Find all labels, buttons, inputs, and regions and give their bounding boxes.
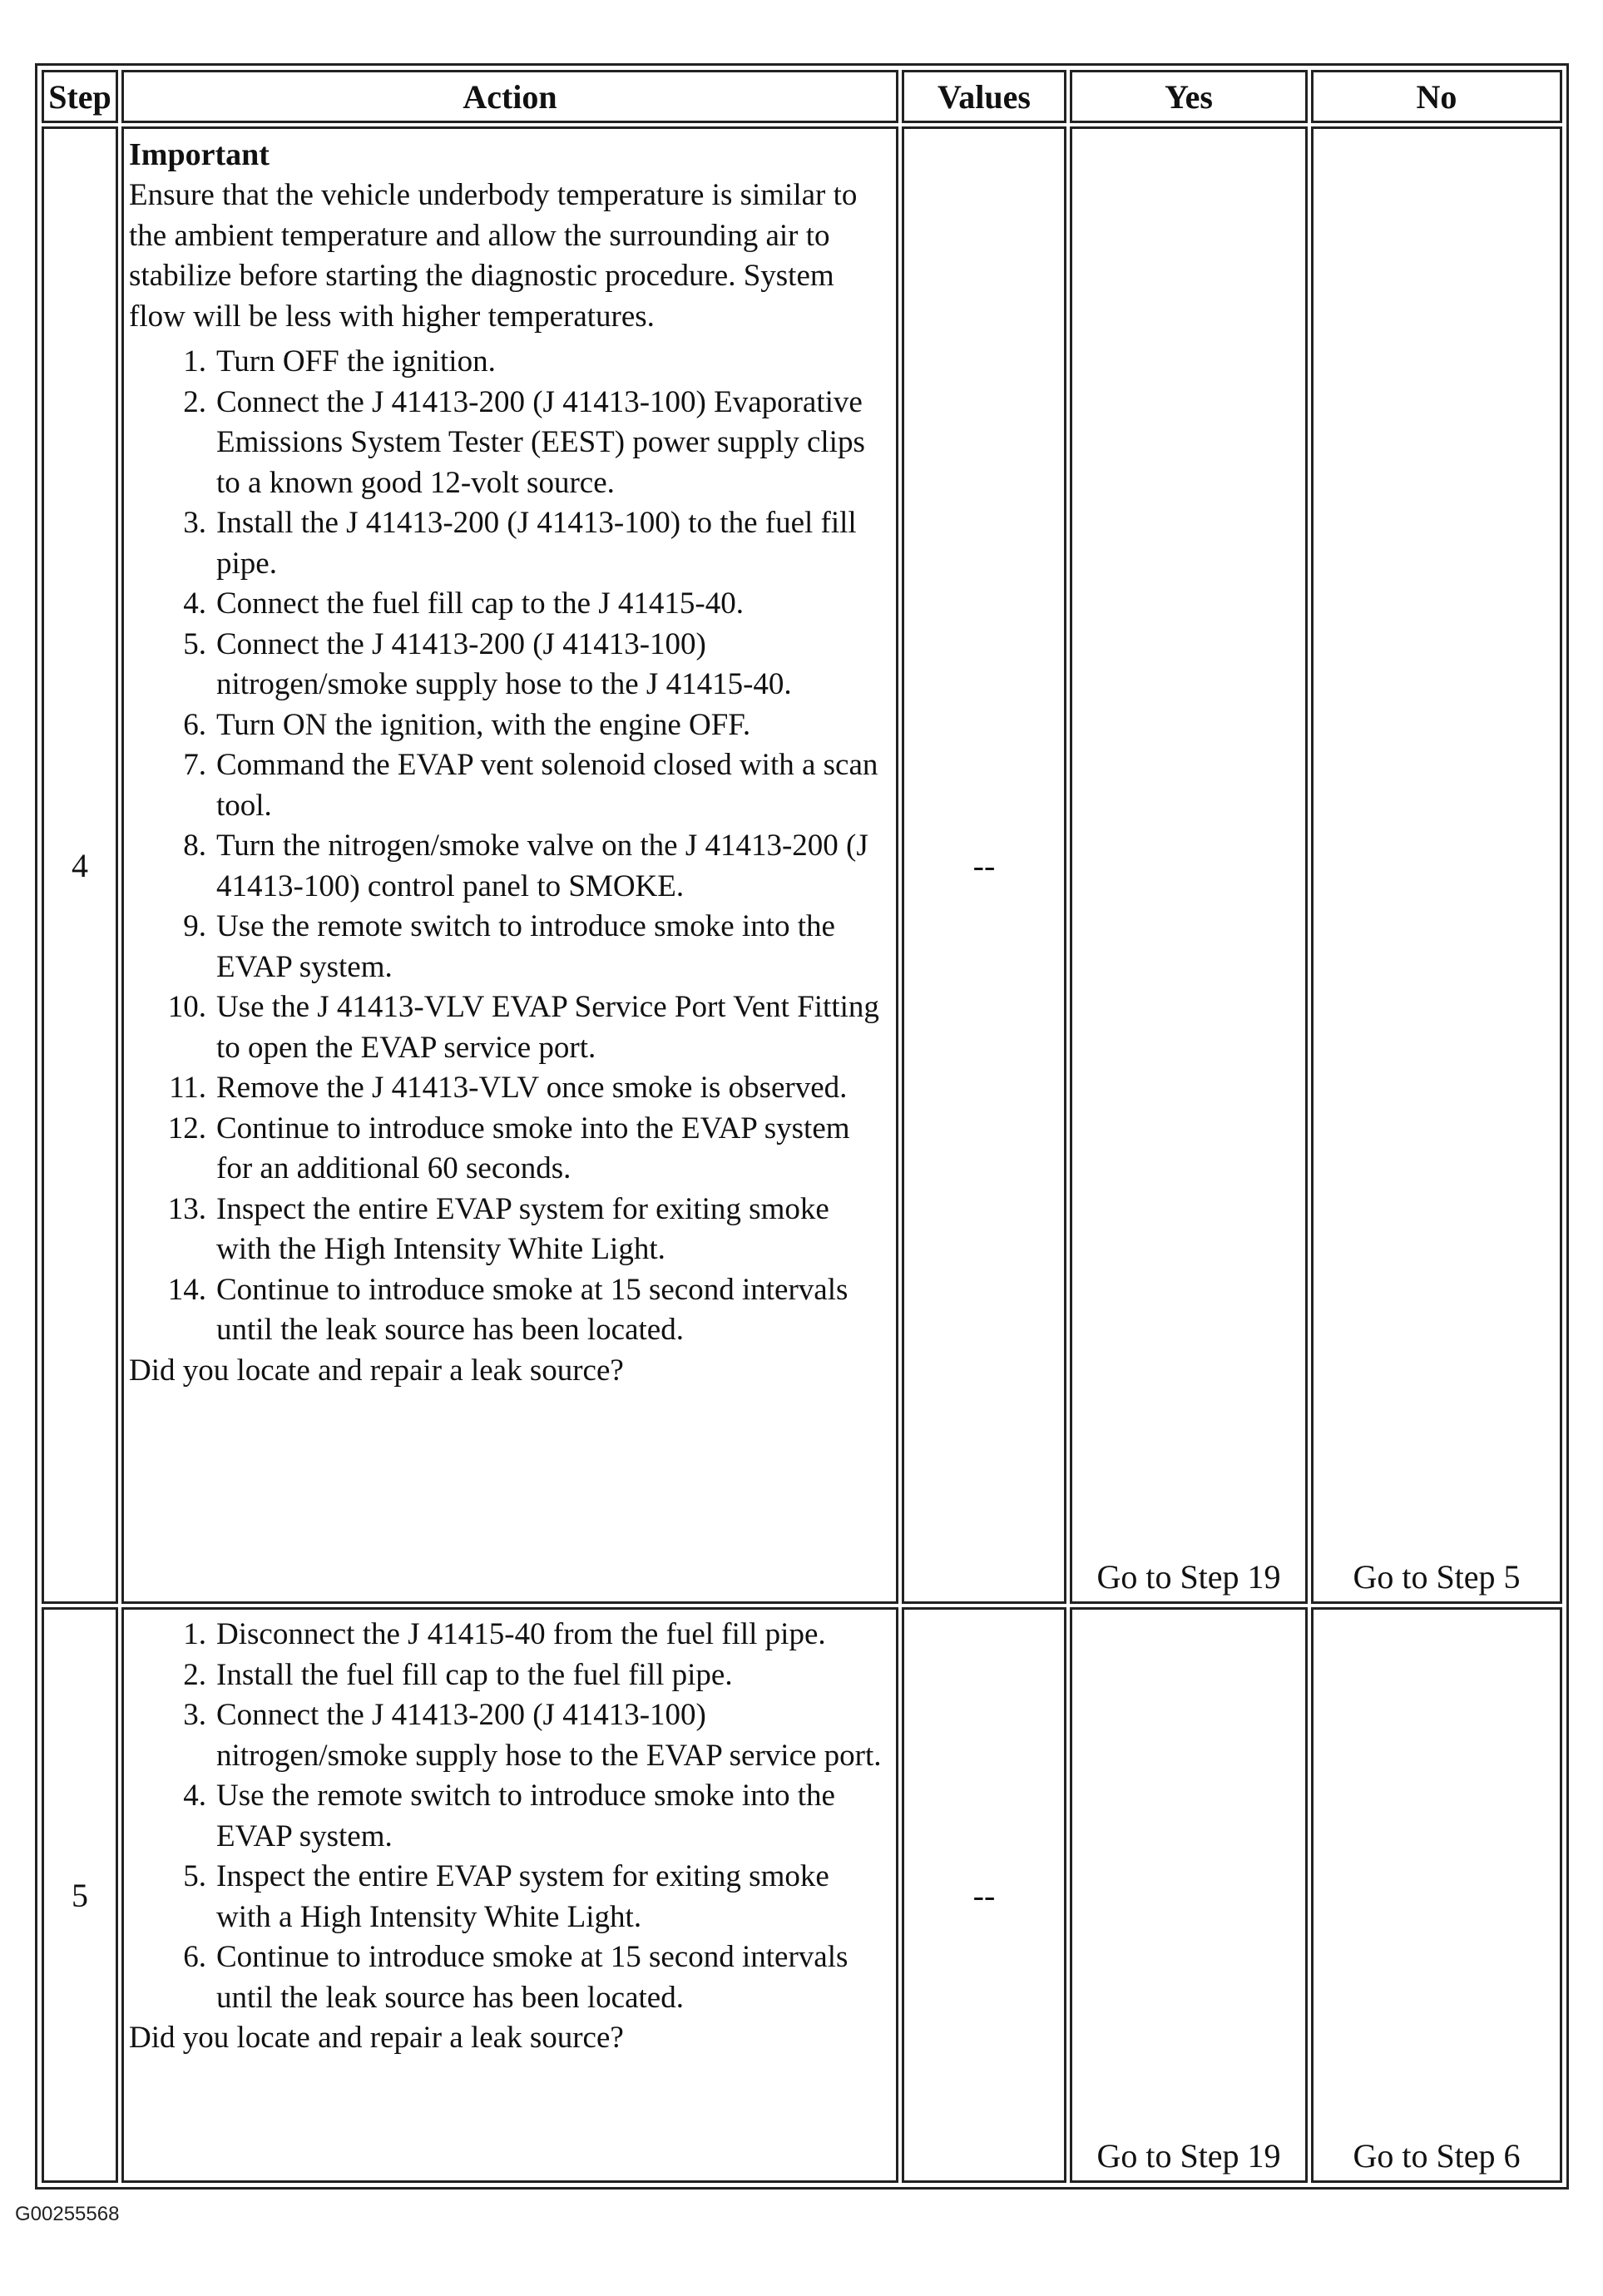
header-action: Action bbox=[121, 70, 898, 123]
procedure-item: 6. Continue to introduce smoke at 15 second intervals until the leak source has been located. bbox=[183, 1940, 849, 2015]
procedure-item: 1. Turn OFF the ignition. bbox=[183, 344, 496, 379]
procedure-item: 4. Use the remote switch to introduce smoke into the EVAP system. bbox=[183, 1779, 835, 1853]
step-5-procedure-list bbox=[129, 1615, 891, 2018]
procedure-item: 12. Continue to introduce smoke into the EVAP system for an additional 60 seconds. bbox=[167, 1111, 850, 1185]
procedure-item: 6. Turn ON the ignition, with the engine OFF. bbox=[183, 707, 751, 742]
header-values: Values bbox=[902, 70, 1066, 123]
procedure-item: 13. Inspect the entire EVAP system for exiting smoke with the High Intensity White Light. bbox=[167, 1191, 829, 1266]
procedure-item: 5. Connect the J 41413-200 (J 41413-100) nitrogen/smoke supply hose to the J 41415-40. bbox=[183, 626, 792, 701]
header-no: No bbox=[1311, 70, 1562, 123]
step-5-yes: Go to Step 19 bbox=[1070, 1607, 1308, 2183]
important-note: Ensure that the vehicle underbody temperature is similar to the ambient temperature and allow the surrounding air to stabilize before starting the diagnostic procedure. System flow will be less with higher temperatures. bbox=[129, 178, 858, 334]
step-5-question: Did you locate and repair a leak source? bbox=[129, 2021, 624, 2055]
header-yes: Yes bbox=[1070, 70, 1308, 123]
step-4-question: Did you locate and repair a leak source? bbox=[129, 1353, 624, 1388]
procedure-item: 5. Inspect the entire EVAP system for exiting smoke with a High Intensity White Light. bbox=[183, 1859, 829, 1934]
step-4-values: -- bbox=[902, 126, 1066, 1604]
step-4-no: Go to Step 5 bbox=[1311, 126, 1562, 1604]
procedure-item: 9. Use the remote switch to introduce smoke into the EVAP system. bbox=[183, 909, 835, 984]
procedure-item: 3. Install the J 41413-200 (J 41413-100) to the fuel fill pipe. bbox=[183, 506, 857, 581]
procedure-item: 8. Turn the nitrogen/smoke valve on the J 41413-200 (J 41413-100) control panel to SMOKE. bbox=[183, 829, 868, 903]
procedure-item: 3. Connect the J 41413-200 (J 41413-100) nitrogen/smoke supply hose to the EVAP service port. bbox=[183, 1698, 882, 1773]
procedure-item: 2. Install the fuel fill cap to the fuel fill pipe. bbox=[183, 1657, 733, 1692]
header-step: Step bbox=[42, 70, 118, 123]
step-5-action bbox=[121, 1607, 898, 2183]
step-5-number: 5 bbox=[42, 1607, 118, 2183]
step-5-values: -- bbox=[902, 1607, 1066, 2183]
procedure-item: 1. Disconnect the J 41415-40 from the fuel fill pipe. bbox=[183, 1617, 826, 1651]
figure-code: G00255568 bbox=[15, 2203, 120, 2225]
procedure-item: 7. Command the EVAP vent solenoid closed with a scan tool. bbox=[183, 748, 878, 823]
important-heading: Important bbox=[129, 137, 270, 172]
procedure-item: 14. Continue to introduce smoke at 15 second intervals until the leak source has been located. bbox=[167, 1272, 849, 1347]
procedure-item: 4. Connect the fuel fill cap to the J 41415-40. bbox=[183, 586, 744, 621]
step-4-procedure-list bbox=[129, 342, 891, 1351]
step-4-number: 4 bbox=[42, 126, 118, 1604]
step-5-no: Go to Step 6 bbox=[1311, 1607, 1562, 2183]
step-4-action bbox=[121, 126, 898, 1604]
procedure-item: 11. Remove the J 41413-VLV once smoke is observed. bbox=[169, 1071, 848, 1105]
step-4-yes: Go to Step 19 bbox=[1070, 126, 1308, 1604]
procedure-item: 2. Connect the J 41413-200 (J 41413-100) Evaporative Emissions System Tester (EEST) power supply clips to a known good 12-volt source. bbox=[183, 384, 865, 500]
procedure-item: 10. Use the J 41413-VLV EVAP Service Port Vent Fitting to open the EVAP service port. bbox=[167, 990, 879, 1065]
